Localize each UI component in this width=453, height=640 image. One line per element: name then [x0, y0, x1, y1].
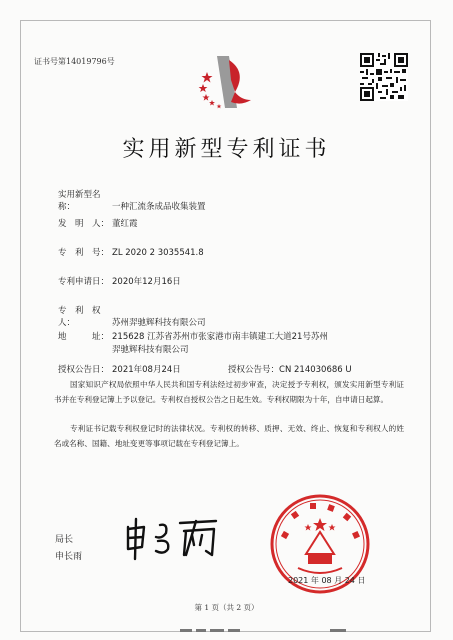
field-patentee: 专 利 权 人： 苏州羿驰辉科技有限公司 — [58, 306, 206, 328]
field-address: 地 址： 215628 江苏省苏州市张家港市南丰镇建工大道21号苏州 — [58, 332, 328, 342]
paragraph-grant-decision: 国家知识产权局依照中华人民共和国专利法经过初步审查，决定授予专利权，颁发实用新型专利证书并在专利登记簿上予以登记。专利权自授权公告之日起生效。专利权期限为十年，自申请日起算。 — [54, 380, 404, 404]
cnipa-emblem-icon — [195, 50, 257, 112]
field-inventor: 发 明 人： 董红霞 — [58, 219, 138, 229]
certificate-title: 实用新型专利证书 — [122, 137, 331, 162]
field-patent-number: 专 利 号： ZL 2020 2 3035541.8 — [58, 248, 204, 258]
field-announcement-number: 授权公告号：CN 214030686 U — [228, 365, 352, 375]
qr-code-icon — [360, 53, 408, 101]
handwritten-signature-icon — [122, 515, 222, 563]
field-utility-model-name: 实用新型名称： 一种汇流条成品收集装置 — [58, 190, 206, 212]
signatory-name: 申长雨 — [55, 552, 83, 562]
certificate-number: 证书号第14019796号 — [34, 57, 115, 66]
seal-date: 2021 年 08 月 24 日 — [288, 576, 366, 585]
bottom-microtext-icon — [60, 628, 400, 634]
paragraph-legal-status: 专利证书记载专利权登记时的法律状况。专利权的转移、质押、无效、终止、恢复和专利权人的姓名或名称、国籍、地址变更等事项记载在专利登记簿上。 — [54, 424, 404, 448]
signatory-title: 局长 — [55, 535, 74, 545]
field-application-date: 专利申请日： 2020年12月16日 — [58, 277, 181, 287]
field-address-line2: 羿驰辉科技有限公司 — [112, 345, 189, 355]
field-grant-date: 授权公告日： 2021年08月24日 — [58, 365, 181, 375]
page-number: 第 1 页（共 2 页） — [194, 603, 259, 612]
